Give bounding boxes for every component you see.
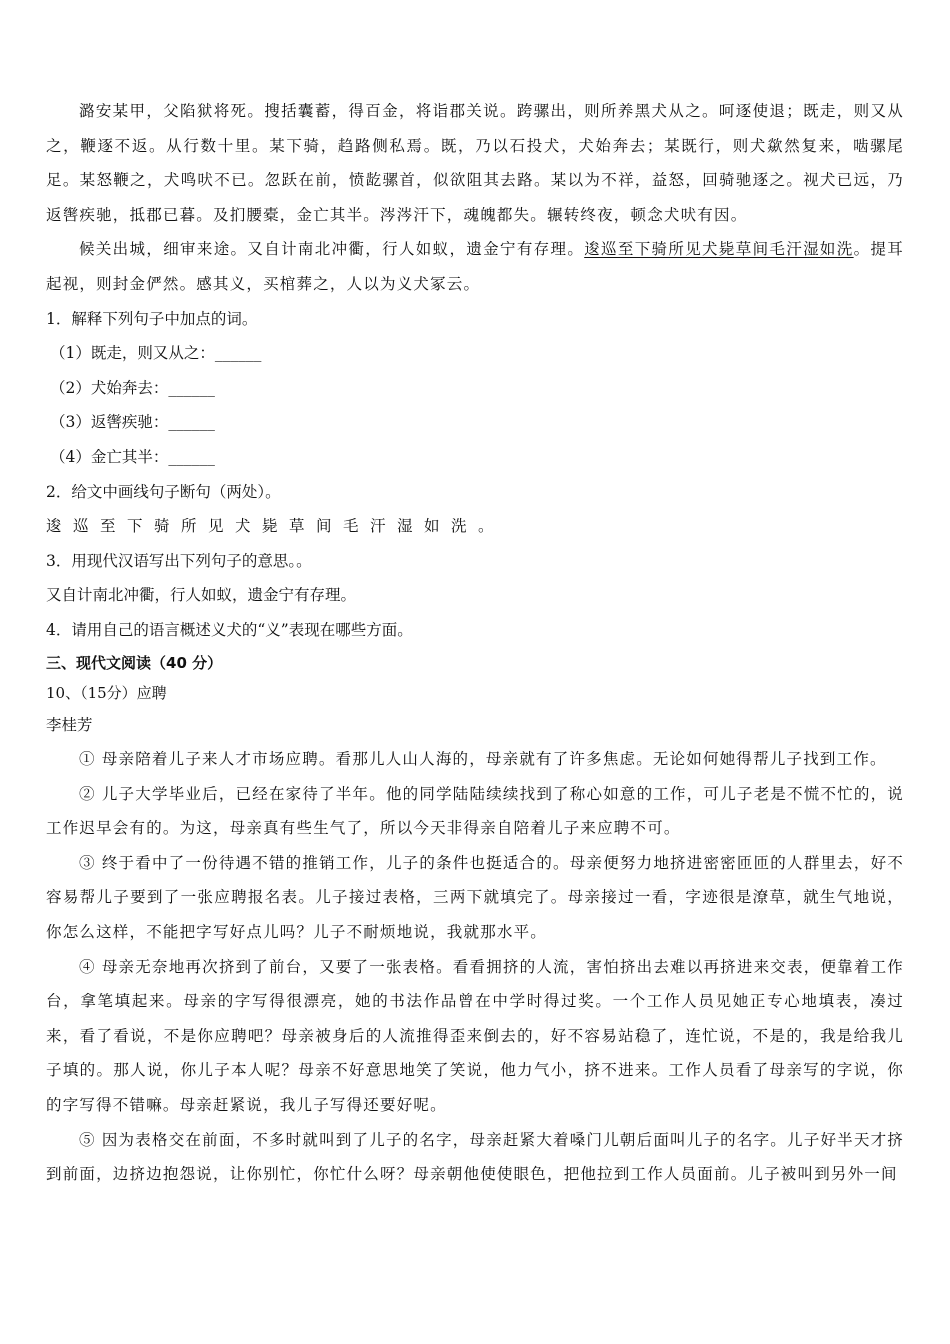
author: 李桂芳 [46,715,93,734]
question-1-item: （4）金亡其半：______ [50,447,215,466]
question-4: 4．请用自己的语言概述义犬的“义”表现在哪些方面。 [46,620,413,639]
document-page [46,94,904,1192]
item-title: 10、（15分）应聘 [46,683,167,702]
essay-paragraph-1: ① 母亲陪着儿子来人才市场应聘。看那儿人山人海的，母亲就有了许多焦虑。无论如何她得帮儿子找到工作。 [79,750,887,769]
passage-paragraph-2 [46,232,904,301]
passage-text: 。提耳起视，则封金俨然。感其义，买棺葬之，人以为义犬冢云。 [46,240,905,293]
essay-paragraph-2: ② 儿子大学毕业后，已经在家待了半年。他的同学陆陆续续找到了称心如意的工作，可儿子老是不慌不忙的，说工作迟早会有的。为这，母亲真有些生气了，所以今天非得亲自陪着儿子来应聘不可。 [46,784,904,838]
passage-text: 候关出城，细审来途。又自计南北冲衢，行人如蚁，遗金宁有存理。 [79,240,585,259]
question-1-item: （1）既走，则又从之：______ [50,344,262,363]
underlined-sentence: 逡巡至下骑所见犬毙草间毛汗湿如洗 [584,240,854,259]
essay-paragraph-4: ④ 母亲无奈地再次挤到了前台，又要了一张表格。看看拥挤的人流，害怕挤出去难以再挤进来交表，便靠着工作台，拿笔填起来。母亲的字写得很漂亮，她的书法作品曾在中学时得过奖。一个工作人员见她正专心地填表，凑过来，看了看说，不是你应聘吧？母亲被身后的人流推得歪来倒去的，好不容易站稳了，连忙说，不是的，我是给我儿子填的。那人说，你儿子本人呢？母亲不好意思地笑了笑说，他力气小，挤不进来。工作人员看了母亲写的字说，你的字写得不错嘛。母亲赶紧说，我儿子写得还要好呢。 [46,957,904,1115]
passage-paragraph-1: 潞安某甲，父陷狱将死。搜括囊蓄，得百金，将诣郡关说。跨骡出，则所养黑犬从之。呵逐使退；既走，则又从之，鞭逐不返。从行数十里。某下骑，趋路侧私焉。既，乃以石投犬，犬始奔去；某既行，则犬歘然复来，啮骡尾足。某怒鞭之，犬鸣吠不已。忽跃在前，愤龁骡首，似欲阻其去路。某以为不祥，益怒，回骑驰逐之。视犬已远，乃返辔疾驰，抵郡已暮。及扪腰橐，金亡其半。涔涔汗下，魂魄都失。辗转终夜，顿念犬吠有因。 [46,102,904,224]
question-2-text: 逡巡至下骑所见犬毙草间毛汗湿如洗。 [46,517,506,536]
question-1-item: （3）返辔疾驰：______ [50,413,215,432]
essay-paragraph-5: ⑤ 因为表格交在前面，不多时就叫到了儿子的名字，母亲赶紧大着嗓门儿朝后面叫儿子的名字。儿子好半天才挤到前面，边挤边抱怨说，让你别忙，你忙什么呀？母亲朝他使使眼色，把他拉到工作人员面前。儿子被叫到另外一间 [46,1130,904,1184]
question-3: 3．用现代汉语写出下列句子的意思。。 [46,551,312,570]
essay-paragraph-3: ③ 终于看中了一份待遇不错的推销工作，儿子的条件也挺适合的。母亲便努力地挤进密密匝匝的人群里去，好不容易帮儿子要到了一张应聘报名表。儿子接过表格，三两下就填完了。母亲接过一看，字迹很是潦草，就生气地说，你怎么这样，不能把字写好点儿吗？儿子不耐烦地说，我就那水平。 [46,853,904,942]
question-1-item: （2）犬始奔去：______ [50,378,215,397]
question-3-text: 又自计南北冲衢，行人如蚁，遗金宁有存理。 [46,586,357,605]
question-2: 2．给文中画线句子断句（两处）。 [46,482,281,501]
section-heading: 三、现代文阅读（40 分） [46,653,223,672]
question-1: 1．解释下列句子中加点的词。 [46,309,258,328]
